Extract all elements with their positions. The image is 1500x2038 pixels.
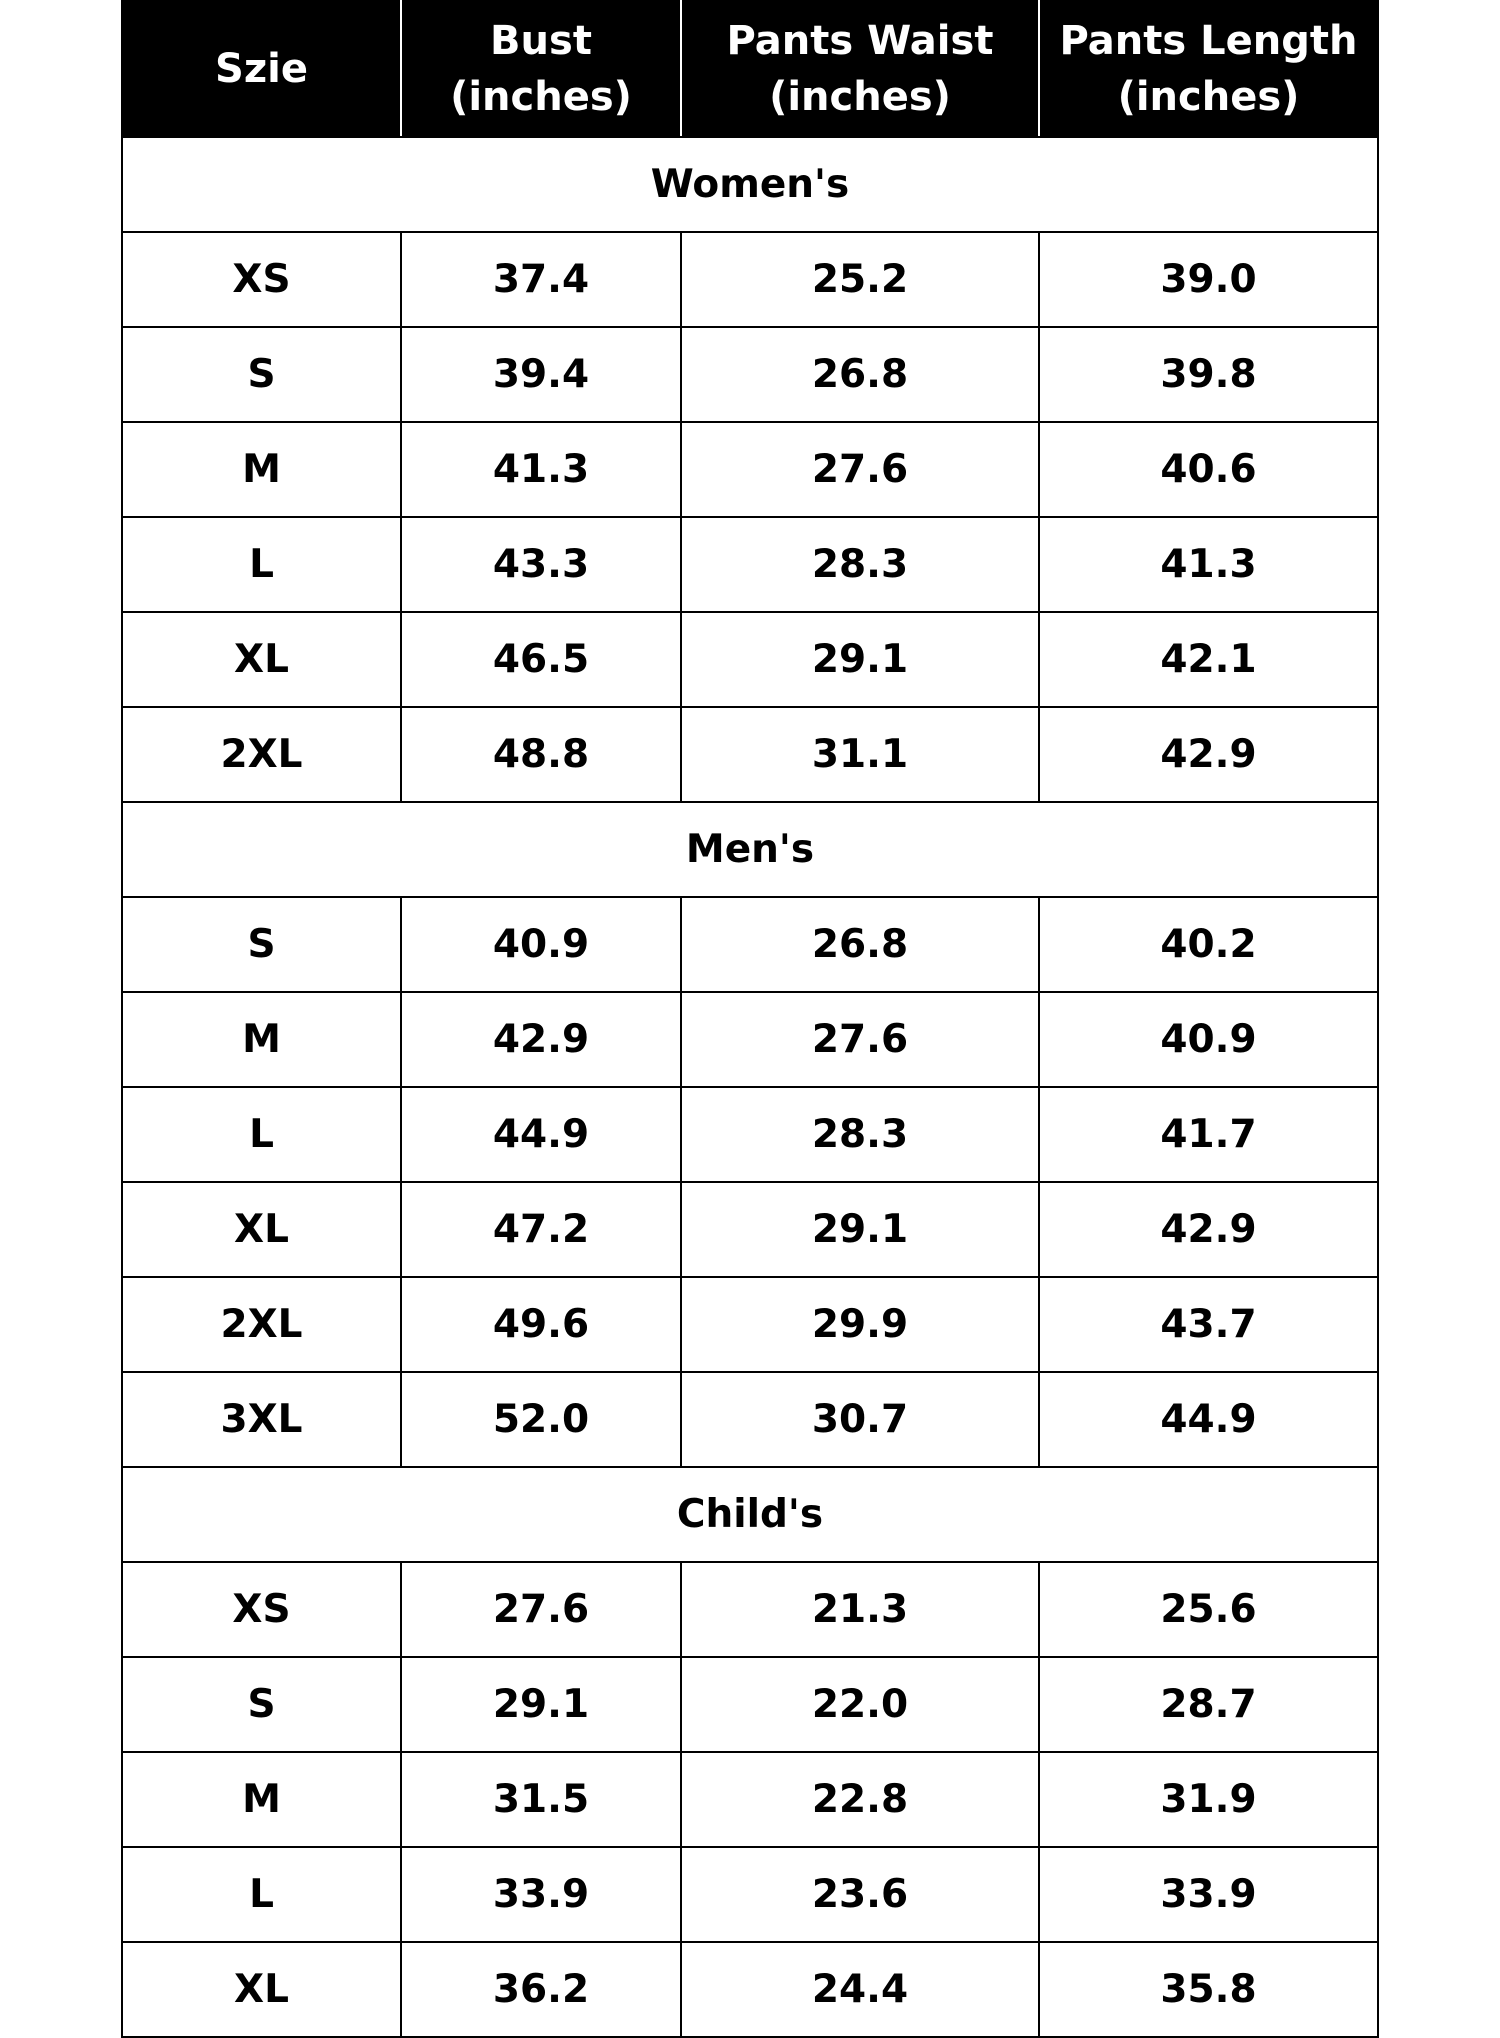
cell-length: 42.9	[1039, 1182, 1378, 1277]
table-row	[122, 1277, 1378, 1372]
header-length-line1: Pants Length	[1059, 18, 1358, 64]
cell-bust: 29.1	[401, 1657, 681, 1752]
cell-bust: 43.3	[401, 517, 681, 612]
header-row	[122, 1, 1378, 137]
cell-size: XS	[122, 232, 401, 327]
cell-waist: 29.1	[681, 612, 1039, 707]
cell-size: L	[122, 1087, 401, 1182]
cell-length: 33.9	[1039, 1847, 1378, 1942]
table-body	[122, 137, 1378, 2037]
cell-bust: 27.6	[401, 1562, 681, 1657]
cell-length: 25.6	[1039, 1562, 1378, 1657]
header-waist-line1: Pants Waist	[726, 18, 994, 64]
cell-size: XL	[122, 1942, 401, 2037]
cell-size: L	[122, 1847, 401, 1942]
cell-length: 39.0	[1039, 232, 1378, 327]
cell-length: 40.2	[1039, 897, 1378, 992]
table-row	[122, 327, 1378, 422]
header-bust-line1: Bust	[490, 18, 592, 64]
cell-size: S	[122, 327, 401, 422]
table-header	[122, 1, 1378, 137]
cell-length: 42.9	[1039, 707, 1378, 802]
cell-waist: 29.9	[681, 1277, 1039, 1372]
cell-length: 39.8	[1039, 327, 1378, 422]
cell-length: 42.1	[1039, 612, 1378, 707]
cell-waist: 22.0	[681, 1657, 1039, 1752]
cell-length: 41.3	[1039, 517, 1378, 612]
cell-bust: 52.0	[401, 1372, 681, 1467]
cell-waist: 29.1	[681, 1182, 1039, 1277]
table-row	[122, 517, 1378, 612]
group-title-row	[122, 1467, 1378, 1562]
table-row	[122, 1182, 1378, 1277]
table-row	[122, 1562, 1378, 1657]
cell-waist: 25.2	[681, 232, 1039, 327]
group-title: Men's	[122, 802, 1378, 897]
group-title-row	[122, 802, 1378, 897]
cell-waist: 22.8	[681, 1752, 1039, 1847]
cell-size: M	[122, 992, 401, 1087]
cell-length: 43.7	[1039, 1277, 1378, 1372]
cell-waist: 27.6	[681, 422, 1039, 517]
cell-size: L	[122, 517, 401, 612]
cell-size: 2XL	[122, 1277, 401, 1372]
cell-length: 35.8	[1039, 1942, 1378, 2037]
group-title-row	[122, 137, 1378, 232]
cell-bust: 44.9	[401, 1087, 681, 1182]
cell-waist: 31.1	[681, 707, 1039, 802]
table-row	[122, 1372, 1378, 1467]
cell-length: 40.9	[1039, 992, 1378, 1087]
table-row	[122, 707, 1378, 802]
cell-size: XL	[122, 612, 401, 707]
table-row	[122, 1942, 1378, 2037]
cell-bust: 49.6	[401, 1277, 681, 1372]
cell-size: XL	[122, 1182, 401, 1277]
cell-bust: 47.2	[401, 1182, 681, 1277]
cell-bust: 33.9	[401, 1847, 681, 1942]
table-row	[122, 897, 1378, 992]
table-row	[122, 612, 1378, 707]
cell-waist: 23.6	[681, 1847, 1039, 1942]
cell-waist: 26.8	[681, 327, 1039, 422]
table-row	[122, 232, 1378, 327]
cell-waist: 21.3	[681, 1562, 1039, 1657]
table-row	[122, 422, 1378, 517]
table-row	[122, 1087, 1378, 1182]
cell-size: XS	[122, 1562, 401, 1657]
cell-bust: 37.4	[401, 232, 681, 327]
cell-bust: 36.2	[401, 1942, 681, 2037]
header-bust	[401, 1, 681, 137]
cell-length: 44.9	[1039, 1372, 1378, 1467]
cell-size: M	[122, 422, 401, 517]
cell-bust: 31.5	[401, 1752, 681, 1847]
cell-length: 31.9	[1039, 1752, 1378, 1847]
cell-waist: 28.3	[681, 517, 1039, 612]
table-row	[122, 1657, 1378, 1752]
header-size-label: Szie	[215, 46, 308, 92]
cell-size: M	[122, 1752, 401, 1847]
header-length-line2: (inches)	[1117, 74, 1300, 120]
table-row	[122, 1847, 1378, 1942]
cell-size: 3XL	[122, 1372, 401, 1467]
cell-bust: 40.9	[401, 897, 681, 992]
cell-waist: 28.3	[681, 1087, 1039, 1182]
cell-waist: 24.4	[681, 1942, 1039, 2037]
cell-bust: 48.8	[401, 707, 681, 802]
cell-waist: 26.8	[681, 897, 1039, 992]
size-chart-table	[121, 0, 1379, 2038]
cell-length: 41.7	[1039, 1087, 1378, 1182]
cell-bust: 41.3	[401, 422, 681, 517]
cell-size: S	[122, 897, 401, 992]
cell-bust: 42.9	[401, 992, 681, 1087]
header-bust-line2: (inches)	[450, 74, 632, 120]
cell-length: 28.7	[1039, 1657, 1378, 1752]
table-row	[122, 992, 1378, 1087]
cell-waist: 27.6	[681, 992, 1039, 1087]
cell-bust: 46.5	[401, 612, 681, 707]
cell-bust: 39.4	[401, 327, 681, 422]
group-title: Child's	[122, 1467, 1378, 1562]
cell-size: S	[122, 1657, 401, 1752]
cell-size: 2XL	[122, 707, 401, 802]
header-pants-waist	[681, 1, 1039, 137]
header-size	[122, 1, 401, 137]
cell-waist: 30.7	[681, 1372, 1039, 1467]
group-title: Women's	[122, 137, 1378, 232]
table-row	[122, 1752, 1378, 1847]
cell-length: 40.6	[1039, 422, 1378, 517]
header-pants-length	[1039, 1, 1378, 137]
header-waist-line2: (inches)	[769, 74, 951, 120]
